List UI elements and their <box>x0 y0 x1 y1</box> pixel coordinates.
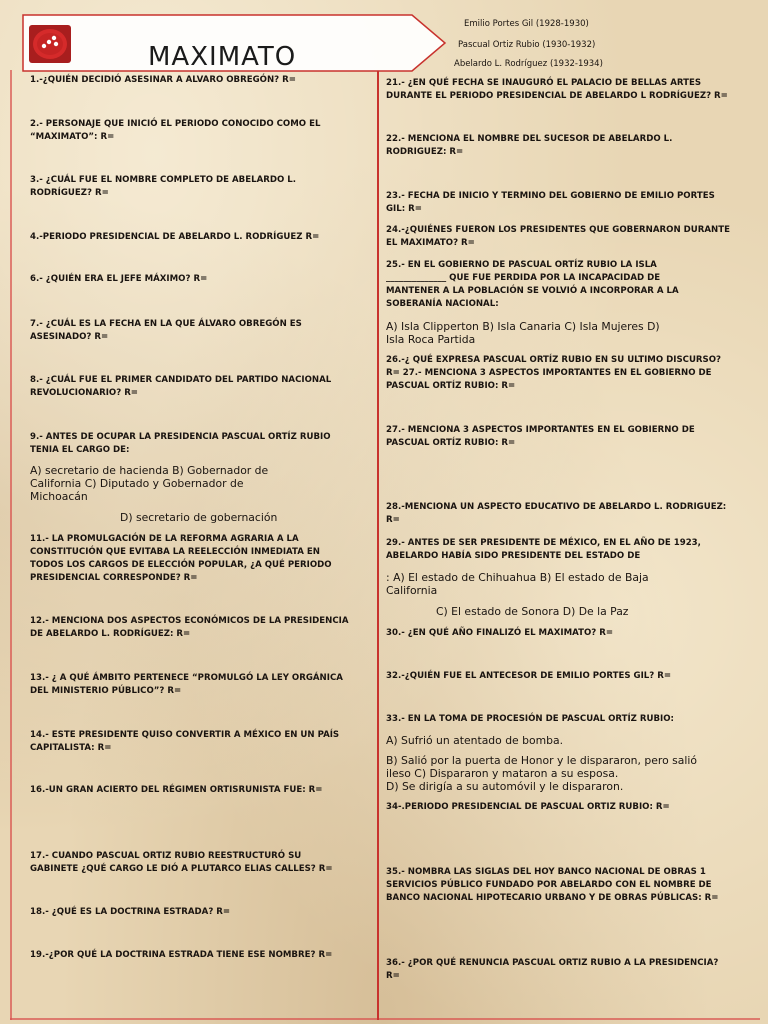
question-3: 3.- ¿CUÁL FUE EL NOMBRE COMPLETO DE ABELARDO L. RODRÍGUEZ? R= <box>30 175 297 198</box>
question-4: 4.-PERIODO PRESIDENCIAL DE ABELARDO L. RODRÍGUEZ R= <box>30 232 320 242</box>
question-19: 19.-¿POR QUÉ LA DOCTRINA ESTRADA TIENE ESE NOMBRE? R= <box>30 950 333 960</box>
question-9-options: A) secretario de hacienda B) Gobernador de California C) Diputado y Gobernador de Michoacán <box>30 464 269 503</box>
question-9-option-d: D) secretario de gobernación <box>120 511 278 524</box>
page-border-left <box>10 70 12 1020</box>
question-26: 26.-¿ QUÉ EXPRESA PASCUAL ORTÍZ RUBIO EN SU ULTIMO DISCURSO? R= 27.- MENCIONA 3 ASPECTOS IMPORTANTES EN EL GOBIERNO DE PASCUAL ORTÍZ RUBIO: R= <box>386 355 722 391</box>
question-24: 24.-¿QUIÉNES FUERON LOS PRESIDENTES QUE GOBERNARON DURANTE EL MAXIMATO? R= <box>386 225 730 248</box>
question-25: 25.- EN EL GOBIERNO DE PASCUAL ORTÍZ RUBIO LA ISLA ______________ QUE FUE PERDIDA POR LA INCAPACIDAD DE MANTENER A LA POBLACIÓN SE VOLVIÓ A INCORPORAR A LA SOBERANÍA NACIONAL: <box>386 260 679 309</box>
question-8: 8.- ¿CUÁL FUE EL PRIMER CANDIDATO DEL PARTIDO NACIONAL REVOLUCIONARIO? R= <box>30 375 332 398</box>
president-3: Abelardo L. Rodríguez (1932-1934) <box>454 59 603 69</box>
question-2: 2.- PERSONAJE QUE INICIÓ EL PERIODO CONOCIDO COMO EL “MAXIMATO”: R= <box>30 119 321 142</box>
question-33: 33.- EN LA TOMA DE PROCESIÓN DE PASCUAL ORTÍZ RUBIO: <box>386 714 674 724</box>
title-banner <box>22 14 447 72</box>
question-12: 12.- MENCIONA DOS ASPECTOS ECONÓMICOS DE LA PRESIDENCIA DE ABELARDO L. RODRÍGUEZ: R= <box>30 616 349 639</box>
column-divider <box>377 70 379 1020</box>
president-2: Pascual Ortiz Rubio (1930-1932) <box>458 40 596 50</box>
question-35: 35.- NOMBRA LAS SIGLAS DEL HOY BANCO NACIONAL DE OBRAS 1 SERVICIOS PÚBLICO FUNDADO POR ABELARDO CON EL NOMBRE DE BANCO NACIONAL HIPOTECARIO URBANO Y DE OBRAS PÚBLICAS: R= <box>386 867 719 903</box>
president-1: Emilio Portes Gil (1928-1930) <box>464 19 589 29</box>
question-7: 7.- ¿CUÁL ES LA FECHA EN LA QUE ÁLVARO OBREGÓN ES ASESINADO? R= <box>30 319 302 342</box>
question-22: 22.- MENCIONA EL NOMBRE DEL SUCESOR DE ABELARDO L. RODRIGUEZ: R= <box>386 134 673 157</box>
question-23: 23.- FECHA DE INICIO Y TERMINO DEL GOBIERNO DE EMILIO PORTES GIL: R= <box>386 191 715 214</box>
question-17: 17.- CUANDO PASCUAL ORTIZ RUBIO REESTRUCTURÓ SU GABINETE ¿QUÉ CARGO LE DIÓ A PLUTARCO ELIAS CALLES? R= <box>30 851 333 874</box>
question-21: 21.- ¿EN QUÉ FECHA SE INAUGURÓ EL PALACIO DE BELLAS ARTES DURANTE EL PERIODO PRESIDENCIAL DE ABELARDO L RODRÍGUEZ? R= <box>386 78 728 101</box>
question-14: 14.- ESTE PRESIDENTE QUISO CONVERTIR A MÉXICO EN UN PAÍS CAPITALISTA: R= <box>30 730 340 753</box>
question-33-options-bcd: B) Salió por la puerta de Honor y le dispararon, pero salió ileso C) Dispararon y mataron a su esposa. D) Se dirigía a su automóvil y le dispararon. <box>386 754 697 793</box>
question-29-options: : A) El estado de Chihuahua B) El estado de Baja California <box>386 571 649 597</box>
question-32: 32.-¿QUIÉN FUE EL ANTECESOR DE EMILIO PORTES GIL? R= <box>386 671 672 681</box>
question-9: 9.- ANTES DE OCUPAR LA PRESIDENCIA PASCUAL ORTÍZ RUBIO TENIA EL CARGO DE: <box>30 432 331 455</box>
question-13: 13.- ¿ A QUÉ ÁMBITO PERTENECE “PROMULGÓ LA LEY ORGÁNICA DEL MINISTERIO PÚBLICO”? R= <box>30 673 343 696</box>
question-29: 29.- ANTES DE SER PRESIDENTE DE MÉXICO, EN EL AÑO DE 1923, ABELARDO HABÍA SIDO PRESIDENTE DEL ESTADO DE <box>386 538 701 561</box>
question-30: 30.- ¿EN QUÉ AÑO FINALIZÓ EL MAXIMATO? R= <box>386 628 614 638</box>
question-11: 11.- LA PROMULGACIÓN DE LA REFORMA AGRARIA A LA CONSTITUCIÓN QUE EVITABA LA REELECCIÓN INMEDIATA EN TODOS LOS CARGOS DE ELECCIÓN POPULAR, ¿A QUÉ PERIODO PRESIDENCIAL CORRESPONDE? R= <box>30 534 332 583</box>
question-1: 1.-¿QUIÉN DECIDIÓ ASESINAR A ALVARO OBREGÓN? R= <box>30 75 296 85</box>
question-16: 16.-UN GRAN ACIERTO DEL RÉGIMEN ORTISRUNISTA FUE: R= <box>30 785 323 795</box>
red-button-icon <box>28 24 72 64</box>
worksheet-page <box>4 0 764 1024</box>
question-33-option-a: A) Sufrió un atentado de bomba. <box>386 734 564 747</box>
question-25-options: A) Isla Clipperton B) Isla Canaria C) Isla Mujeres D) Isla Roca Partida <box>386 320 660 346</box>
question-28: 28.-MENCIONA UN ASPECTO EDUCATIVO DE ABELARDO L. RODRIGUEZ: R= <box>386 502 727 525</box>
question-27: 27.- MENCIONA 3 ASPECTOS IMPORTANTES EN EL GOBIERNO DE PASCUAL ORTÍZ RUBIO: R= <box>386 425 695 448</box>
question-6: 6.- ¿QUIÉN ERA EL JEFE MÁXIMO? R= <box>30 274 208 284</box>
page-title: MAXIMATO <box>148 42 297 72</box>
question-36: 36.- ¿POR QUÉ RENUNCIA PASCUAL ORTIZ RUBIO A LA PRESIDENCIA? R= <box>386 958 719 981</box>
question-29-options-cd: C) El estado de Sonora D) De la Paz <box>436 605 629 618</box>
question-34: 34-.PERIODO PRESIDENCIAL DE PASCUAL ORTIZ RUBIO: R= <box>386 802 670 812</box>
page-border-bottom <box>10 1018 760 1020</box>
question-18: 18.- ¿QUÉ ES LA DOCTRINA ESTRADA? R= <box>30 907 231 917</box>
